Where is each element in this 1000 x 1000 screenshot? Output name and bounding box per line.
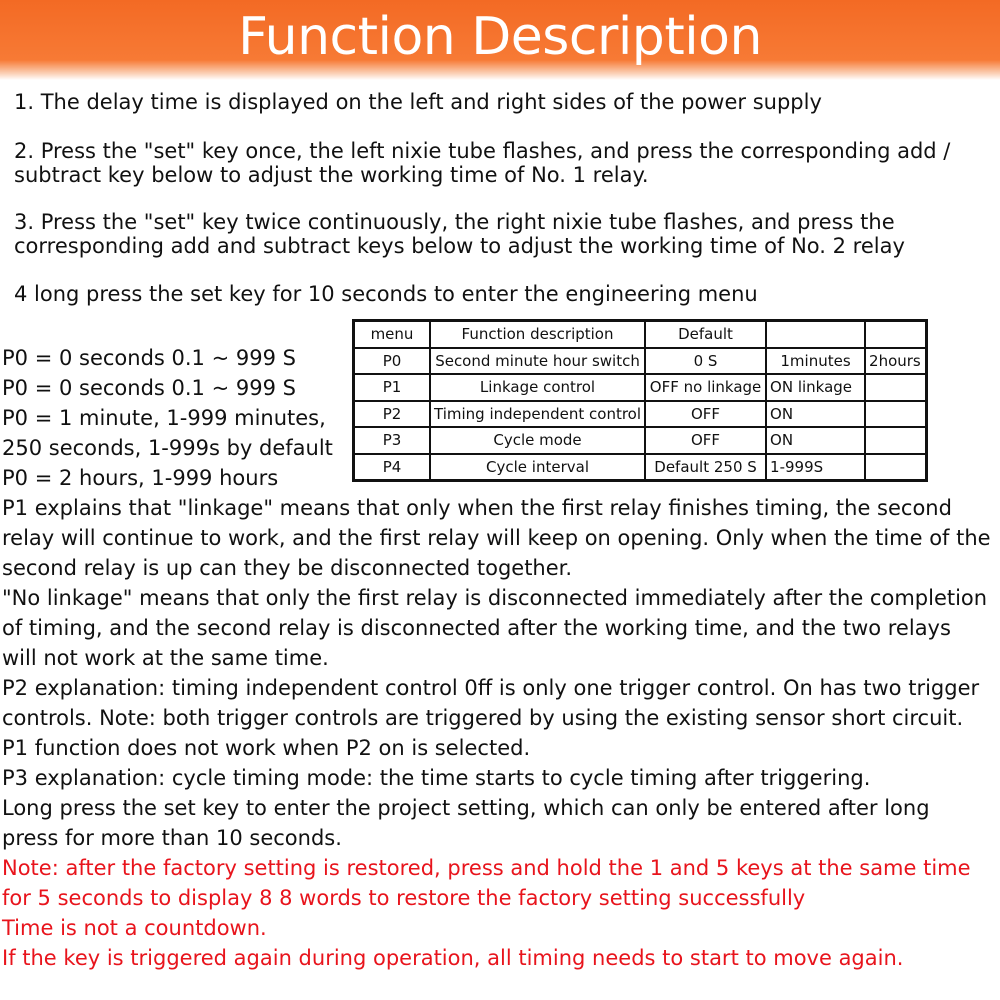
title-banner <box>0 0 1000 80</box>
table-cell <box>865 427 926 454</box>
countdown-note: Time is not a countdown. <box>2 916 267 940</box>
table-cell <box>865 454 926 481</box>
p3-explanation: P3 explanation: cycle timing mode: the time starts to cycle timing after triggering. <box>2 766 871 790</box>
table-cell: ON <box>766 427 865 454</box>
p0-line: 250 seconds, 1-999s by default <box>2 436 333 460</box>
retrigger-note: If the key is triggered again during operation, all timing needs to start to move again. <box>2 946 904 970</box>
p0-line: P0 = 2 hours, 1-999 hours <box>2 466 279 490</box>
table-cell: P0 <box>354 348 430 375</box>
header-cell <box>865 321 926 348</box>
p0-line: P0 = 0 seconds 0.1 ~ 999 S <box>2 376 296 400</box>
no-linkage-explanation: "No linkage" means that only the first relay is disconnected immediately after the completion of timing, and the second relay is disconnected after the working time, and the two relays will not work at the same time. <box>2 586 988 670</box>
p0-explanation <box>2 343 347 493</box>
table-cell: OFF no linkage <box>645 374 766 401</box>
page-title: Function Description <box>238 7 762 67</box>
table-cell: P4 <box>354 454 430 481</box>
table-cell: Cycle mode <box>430 427 645 454</box>
table-row <box>354 427 926 454</box>
p2-explanation: P2 explanation: timing independent control 0ff is only one trigger control. On has two trigger controls. Note: both trigger controls are triggered by using the existing sensor short circuit. P1 function does not work when P2 on is selected. <box>2 676 980 760</box>
step-1: 1. The delay time is displayed on the left and right sides of the power supply <box>14 90 822 114</box>
table-header-row <box>354 321 926 348</box>
table-cell: Cycle interval <box>430 454 645 481</box>
table-cell: Second minute hour switch <box>430 348 645 375</box>
header-cell <box>766 321 865 348</box>
table-cell: ON <box>766 401 865 428</box>
factory-reset-note: Note: after the factory setting is restored, press and hold the 1 and 5 keys at the same time for 5 seconds to display 8 8 words to restore the factory setting successfully <box>2 856 971 910</box>
table-cell: P1 <box>354 374 430 401</box>
table-cell: Linkage control <box>430 374 645 401</box>
p0-line: P0 = 1 minute, 1-999 minutes, <box>2 406 326 430</box>
table-cell: 2hours <box>865 348 926 375</box>
table-cell: 1minutes <box>766 348 865 375</box>
step-4: 4 long press the set key for 10 seconds to enter the engineering menu <box>14 282 758 306</box>
table-cell <box>865 401 926 428</box>
explanations <box>2 493 992 973</box>
table-cell: P2 <box>354 401 430 428</box>
header-cell: Default <box>645 321 766 348</box>
table-cell: OFF <box>645 401 766 428</box>
table-cell: ON linkage <box>766 374 865 401</box>
table-row <box>354 374 926 401</box>
table-cell: Default 250 S <box>645 454 766 481</box>
table-row <box>354 454 926 481</box>
header-cell: menu <box>354 321 430 348</box>
table-row <box>354 348 926 375</box>
table-cell <box>865 374 926 401</box>
engineering-menu-table <box>352 319 928 482</box>
table-cell: 0 S <box>645 348 766 375</box>
table-row <box>354 401 926 428</box>
table-cell: Timing independent control <box>430 401 645 428</box>
table-cell: OFF <box>645 427 766 454</box>
step-2: 2. Press the "set" key once, the left nixie tube flashes, and press the corresponding add / subtract key below to adjust the working time of No. 1 relay. <box>14 139 951 187</box>
table-cell: P3 <box>354 427 430 454</box>
header-cell: Function description <box>430 321 645 348</box>
project-setting-note: Long press the set key to enter the project setting, which can only be entered after long press for more than 10 seconds. <box>2 796 930 850</box>
step-3: 3. Press the "set" key twice continuously, the right nixie tube flashes, and press the corresponding add and subtract keys below to adjust the working time of No. 2 relay <box>14 210 905 258</box>
p1-explanation: P1 explains that "linkage" means that only when the first relay finishes timing, the second relay will continue to work, and the first relay will keep on opening. Only when the time of the second relay is up can they be disconnected together. <box>2 496 991 580</box>
p0-line: P0 = 0 seconds 0.1 ~ 999 S <box>2 346 296 370</box>
table-cell: 1-999S <box>766 454 865 481</box>
